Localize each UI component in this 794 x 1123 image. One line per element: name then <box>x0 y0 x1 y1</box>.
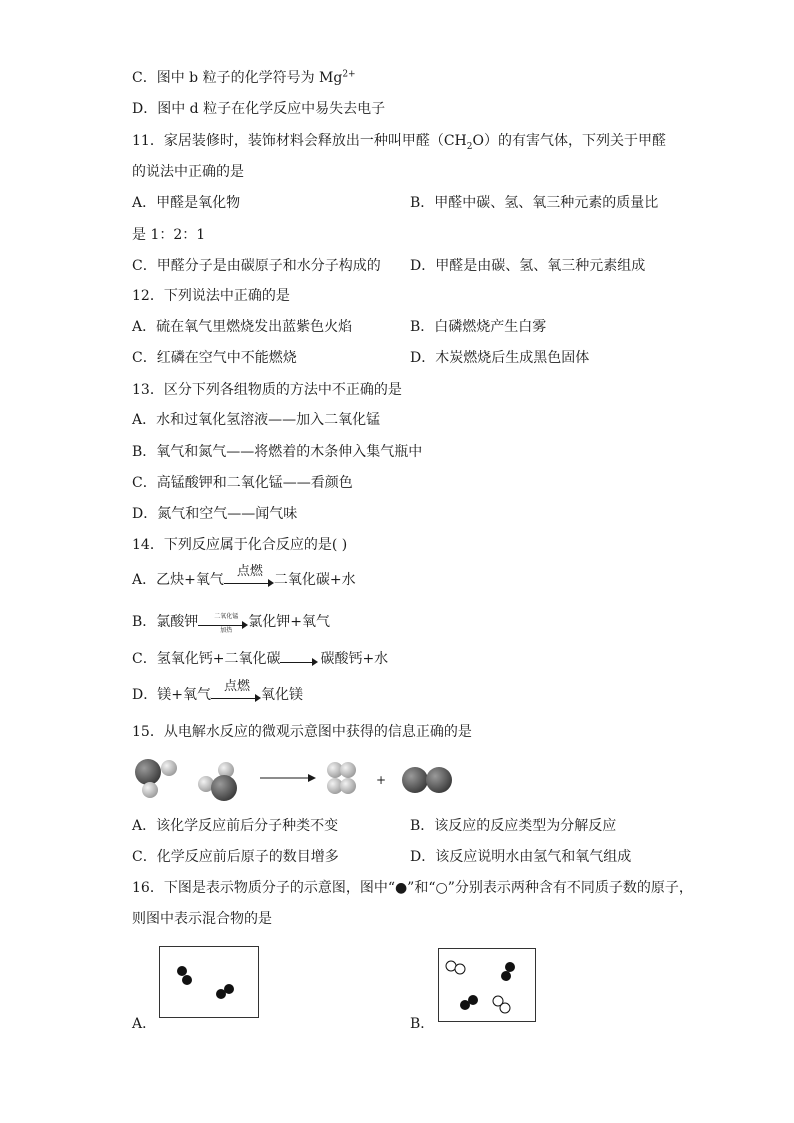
plus-sign: + <box>376 773 387 787</box>
option-10d: D．图中 d 粒子在化学反应中易失去电子 <box>132 101 386 117</box>
molecules-a <box>160 947 258 1017</box>
option-16b: B． <box>410 1016 435 1032</box>
option-15b: B．该反应的反应类型为分解反应 <box>410 818 617 834</box>
reaction-arrow: 点燃 <box>211 685 261 705</box>
option-15d: D．该反应说明水由氢气和氧气组成 <box>410 849 632 865</box>
molecules-b <box>439 949 535 1021</box>
option-13c: C．高锰酸钾和二氧化锰——看颜色 <box>132 475 353 491</box>
option-11b-cont: 是 1：2：1 <box>132 227 206 243</box>
option-11b: B．甲醛中碳、氢、氧三种元素的质量比 <box>410 195 659 211</box>
option-14d: D．镁+氧气 点燃 氧化镁 <box>132 679 303 703</box>
question-11-cont: 的说法中正确的是 <box>132 164 244 180</box>
question-15: 15．从电解水反应的微观示意图中获得的信息正确的是 <box>132 724 472 740</box>
diagram-box-b <box>438 948 536 1022</box>
reaction-arrow: 二氧化锰 加热 <box>198 612 248 632</box>
water-molecule-1 <box>135 759 177 798</box>
option-13d: D．氮气和空气——闻气味 <box>132 506 298 522</box>
option-15c: C．化学反应前后原子的数目增多 <box>132 849 339 865</box>
option-13b: B．氧气和氮气——将燃着的木条伸入集气瓶中 <box>132 444 423 460</box>
question-14: 14．下列反应属于化合反应的是( ) <box>132 537 348 553</box>
hydrogen-molecules <box>327 762 356 794</box>
question-13: 13．区分下列各组物质的方法中不正确的是 <box>132 382 402 398</box>
option-14c: C．氢氧化钙+二氧化碳 碳酸钙+水 <box>132 651 389 667</box>
option-12b: B．白磷燃烧产生白雾 <box>410 319 547 335</box>
option-16a: A． <box>132 1016 157 1032</box>
reaction-arrow: 点燃 <box>224 570 274 590</box>
option-14b: B．氯酸钾 二氧化锰 加热 氯化钾+氧气 <box>132 613 331 634</box>
option-13a: A．水和过氧化氢溶液——加入二氧化锰 <box>132 412 381 428</box>
electrolysis-diagram <box>128 752 468 808</box>
arrow <box>260 774 316 782</box>
option-12c: C．红磷在空气中不能燃烧 <box>132 350 297 366</box>
question-16-cont: 则图中表示混合物的是 <box>132 911 272 927</box>
reaction-arrow <box>280 649 320 669</box>
option-11d: D．甲醛是由碳、氢、氧三种元素组成 <box>410 258 646 274</box>
question-16: 16．下图是表示物质分子的示意图，图中“●”和“○”分别表示两种含有不同质子数的原子， <box>132 880 693 896</box>
question-11: 11．家居装修时，装饰材料会释放出一种叫甲醛$(CH_2O)$的有害气体，下列关于甲醛 <box>132 133 666 152</box>
water-molecule-2 <box>198 762 237 801</box>
option-12d: D．木炭燃烧后生成黑色固体 <box>410 350 590 366</box>
oxygen-molecule <box>402 767 452 793</box>
option-14a: A．乙炔+氧气 点燃 二氧化碳+水 <box>132 564 356 588</box>
option-12a: A．硫在氧气里燃烧发出蓝紫色火焰 <box>132 319 353 335</box>
diagram-box-a <box>159 946 259 1018</box>
option-11c: C．甲醛分子是由碳原子和水分子构成的 <box>132 258 381 274</box>
option-10c: C．图中 b 粒子的化学符号为 $Mg^{2+}$ <box>132 69 356 86</box>
option-11a: A．甲醛是氧化物 <box>132 195 241 211</box>
question-12: 12．下列说法中正确的是 <box>132 288 290 304</box>
option-15a: A．该化学反应前后分子种类不变 <box>132 818 339 834</box>
